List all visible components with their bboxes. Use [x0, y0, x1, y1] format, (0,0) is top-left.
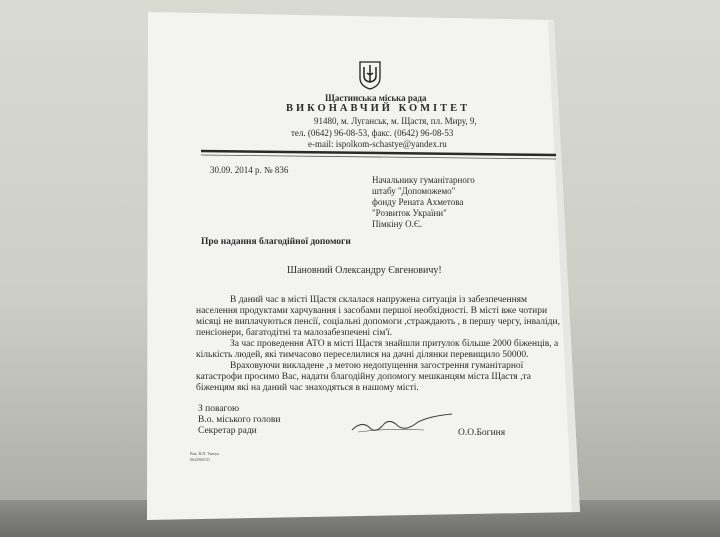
body-line: Враховуючи викладене ,з метою недопущення загострення гуманітарної — [230, 361, 524, 371]
recipient-line: штабу "Допоможемо" — [372, 186, 456, 196]
body-line: біженцям які на даний час знаходяться в нашому місті. — [196, 383, 419, 393]
recipient-line: Начальнику гуманітарного — [372, 175, 475, 185]
executor-phone: 0642960131 — [190, 457, 210, 462]
signatory-name: О.О.Богиня — [458, 428, 506, 438]
executor-note: Вик. В.П. Ткачук — [190, 451, 220, 456]
committee-title: ВИКОНАВЧИЙ КОМІТЕТ — [286, 103, 471, 114]
body-line: В даний час в місті Щастя склалася напружена ситуація із забезпеченням — [230, 295, 528, 305]
body-line: населення продуктами харчування і засобами першої необхідності. В місті вже чотири — [196, 306, 548, 316]
salutation: Шановний Олександру Євгеновичу! — [287, 265, 442, 276]
subject-line: Про надання благодійної допомоги — [201, 237, 351, 247]
date-number: 30.09. 2014 р. № 836 — [210, 165, 289, 175]
phone-line: тел. (0642) 96-08-53, факс. (0642) 96-08-53 — [291, 128, 454, 138]
closing-position-secretary: Секретар ради — [198, 426, 257, 436]
closing-position: В.о. міського голови — [198, 415, 281, 425]
body-line: кількість людей, які тимчасово переселилися на дачні ділянки перевищило 50000. — [196, 350, 529, 360]
body-line: пенсіонери, багатодітні та малозабезпечені сім'ї. — [196, 328, 393, 338]
council-name: Щастинська міська рада — [325, 93, 427, 103]
recipient-line: Пімкіну О.Є. — [372, 219, 423, 229]
body-line: За час проведення АТО в місті Щастя знайшли притулок більше 2000 біженців, а — [230, 339, 559, 349]
address-line: 91480, м. Луганськ, м. Щастя, пл. Миру, 9, — [314, 116, 477, 126]
recipient-line: фонду Рената Ахметова — [372, 197, 464, 207]
closing-regards: З повагою — [198, 404, 240, 414]
recipient-line: "Розвиток України" — [372, 208, 447, 218]
handwritten-signature — [348, 408, 458, 442]
body-line: місяці не виплачуються пенсії, соціальні допомоги ,страждають , в першу чергу, інваліди, — [196, 317, 560, 327]
email-line: e-mail: ispolkom-schastye@yandex.ru — [308, 139, 447, 149]
body-line: катастрофи просимо Вас, надати благодійну допомогу мешканцям міста Щастя ,та — [196, 372, 532, 382]
